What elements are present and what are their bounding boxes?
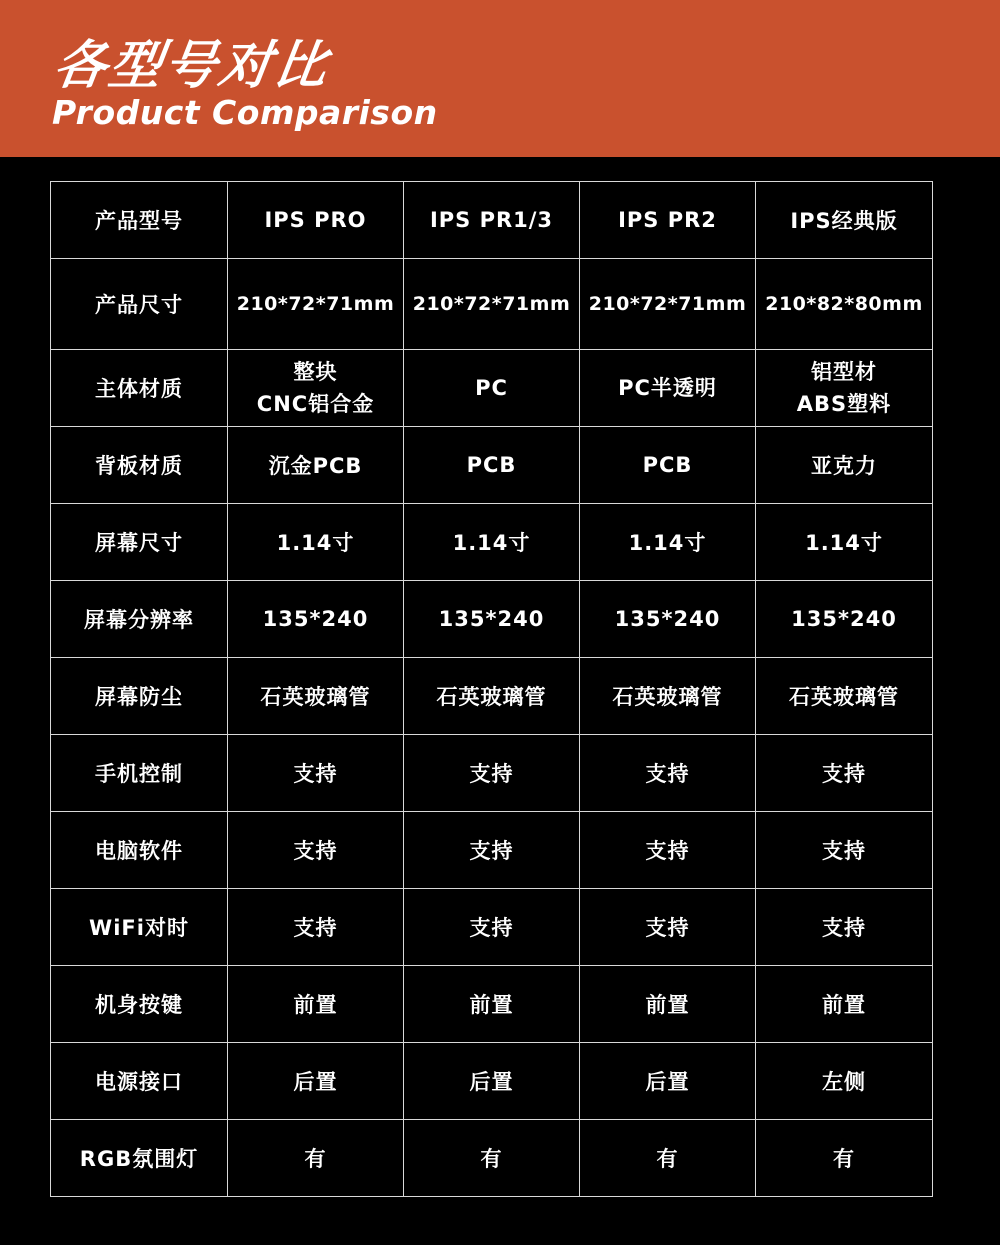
table-row-dimensions <box>51 259 933 350</box>
table-cell: IPS PR2 <box>580 182 756 259</box>
cell-line: PC半透明 <box>618 376 717 400</box>
cell-line: PC <box>475 376 508 400</box>
table-cell: 左侧 <box>756 1043 933 1120</box>
table-cell: 135*240 <box>228 581 404 658</box>
table-cell: 1.14寸 <box>756 504 933 581</box>
table-cell: 支持 <box>580 889 756 966</box>
table-cell: IPS经典版 <box>756 182 933 259</box>
table-row-rgb-light <box>51 1120 933 1197</box>
table-cell: 后置 <box>580 1043 756 1120</box>
table-row-pc-software <box>51 812 933 889</box>
cell-line: 铝型材 <box>811 360 877 384</box>
row-label: 屏幕尺寸 <box>51 504 228 581</box>
table-cell: 210*72*71mm <box>228 259 404 350</box>
row-label: 机身按键 <box>51 966 228 1043</box>
table-row-backplate-material <box>51 427 933 504</box>
table-row-screen-size <box>51 504 933 581</box>
page-title: 各型号对比 <box>50 36 334 96</box>
table-cell: 210*72*71mm <box>404 259 580 350</box>
table-cell: 前置 <box>228 966 404 1043</box>
table-cell: 支持 <box>404 889 580 966</box>
table-cell: 135*240 <box>580 581 756 658</box>
table-cell: 石英玻璃管 <box>756 658 933 735</box>
table-cell <box>228 350 404 427</box>
table-cell: PCB <box>580 427 756 504</box>
page-subtitle: Product Comparison <box>52 93 438 132</box>
table-row-resolution <box>51 581 933 658</box>
comparison-table-container <box>50 181 932 1197</box>
table-cell <box>580 350 756 427</box>
header-banner <box>0 0 1000 157</box>
table-row-wifi-time <box>51 889 933 966</box>
cell-line: CNC铝合金 <box>256 392 375 416</box>
table-cell: 前置 <box>756 966 933 1043</box>
table-cell: 210*72*71mm <box>580 259 756 350</box>
row-label: 主体材质 <box>51 350 228 427</box>
table-cell: 1.14寸 <box>580 504 756 581</box>
table-cell: 支持 <box>404 812 580 889</box>
row-label: RGB氛围灯 <box>51 1120 228 1197</box>
table-cell: 1.14寸 <box>228 504 404 581</box>
table-cell: 210*82*80mm <box>756 259 933 350</box>
table-cell <box>756 350 933 427</box>
table-cell: 支持 <box>404 735 580 812</box>
table-cell: IPS PR1/3 <box>404 182 580 259</box>
table-cell: 支持 <box>228 812 404 889</box>
table-cell: 有 <box>228 1120 404 1197</box>
table-cell <box>404 350 580 427</box>
table-cell: PCB <box>404 427 580 504</box>
table-cell: 石英玻璃管 <box>228 658 404 735</box>
comparison-table <box>50 181 933 1197</box>
row-label: 背板材质 <box>51 427 228 504</box>
table-row-power-port <box>51 1043 933 1120</box>
table-cell: 135*240 <box>404 581 580 658</box>
table-cell: 支持 <box>580 735 756 812</box>
table-row-buttons <box>51 966 933 1043</box>
row-label: 屏幕防尘 <box>51 658 228 735</box>
table-cell: IPS PRO <box>228 182 404 259</box>
table-cell: 石英玻璃管 <box>580 658 756 735</box>
table-cell: 石英玻璃管 <box>404 658 580 735</box>
cell-line: 整块 <box>293 360 338 384</box>
table-cell: 135*240 <box>756 581 933 658</box>
table-row-model <box>51 182 933 259</box>
table-row-body-material <box>51 350 933 427</box>
table-cell: 支持 <box>580 812 756 889</box>
table-cell: 支持 <box>756 889 933 966</box>
row-label: 屏幕分辨率 <box>51 581 228 658</box>
table-cell: 支持 <box>756 812 933 889</box>
table-cell: 有 <box>580 1120 756 1197</box>
row-label: 手机控制 <box>51 735 228 812</box>
cell-line: ABS塑料 <box>796 392 892 416</box>
table-cell: 1.14寸 <box>404 504 580 581</box>
row-label: WiFi对时 <box>51 889 228 966</box>
table-cell: 后置 <box>404 1043 580 1120</box>
table-row-dustproof <box>51 658 933 735</box>
row-label: 产品尺寸 <box>51 259 228 350</box>
table-cell: 支持 <box>228 735 404 812</box>
table-cell: 支持 <box>756 735 933 812</box>
row-label: 产品型号 <box>51 182 228 259</box>
table-cell: 亚克力 <box>756 427 933 504</box>
table-cell: 前置 <box>580 966 756 1043</box>
table-cell: 有 <box>756 1120 933 1197</box>
row-label: 电源接口 <box>51 1043 228 1120</box>
table-cell: 沉金PCB <box>228 427 404 504</box>
table-row-phone-control <box>51 735 933 812</box>
row-label: 电脑软件 <box>51 812 228 889</box>
table-cell: 有 <box>404 1120 580 1197</box>
table-cell: 后置 <box>228 1043 404 1120</box>
table-cell: 支持 <box>228 889 404 966</box>
table-cell: 前置 <box>404 966 580 1043</box>
